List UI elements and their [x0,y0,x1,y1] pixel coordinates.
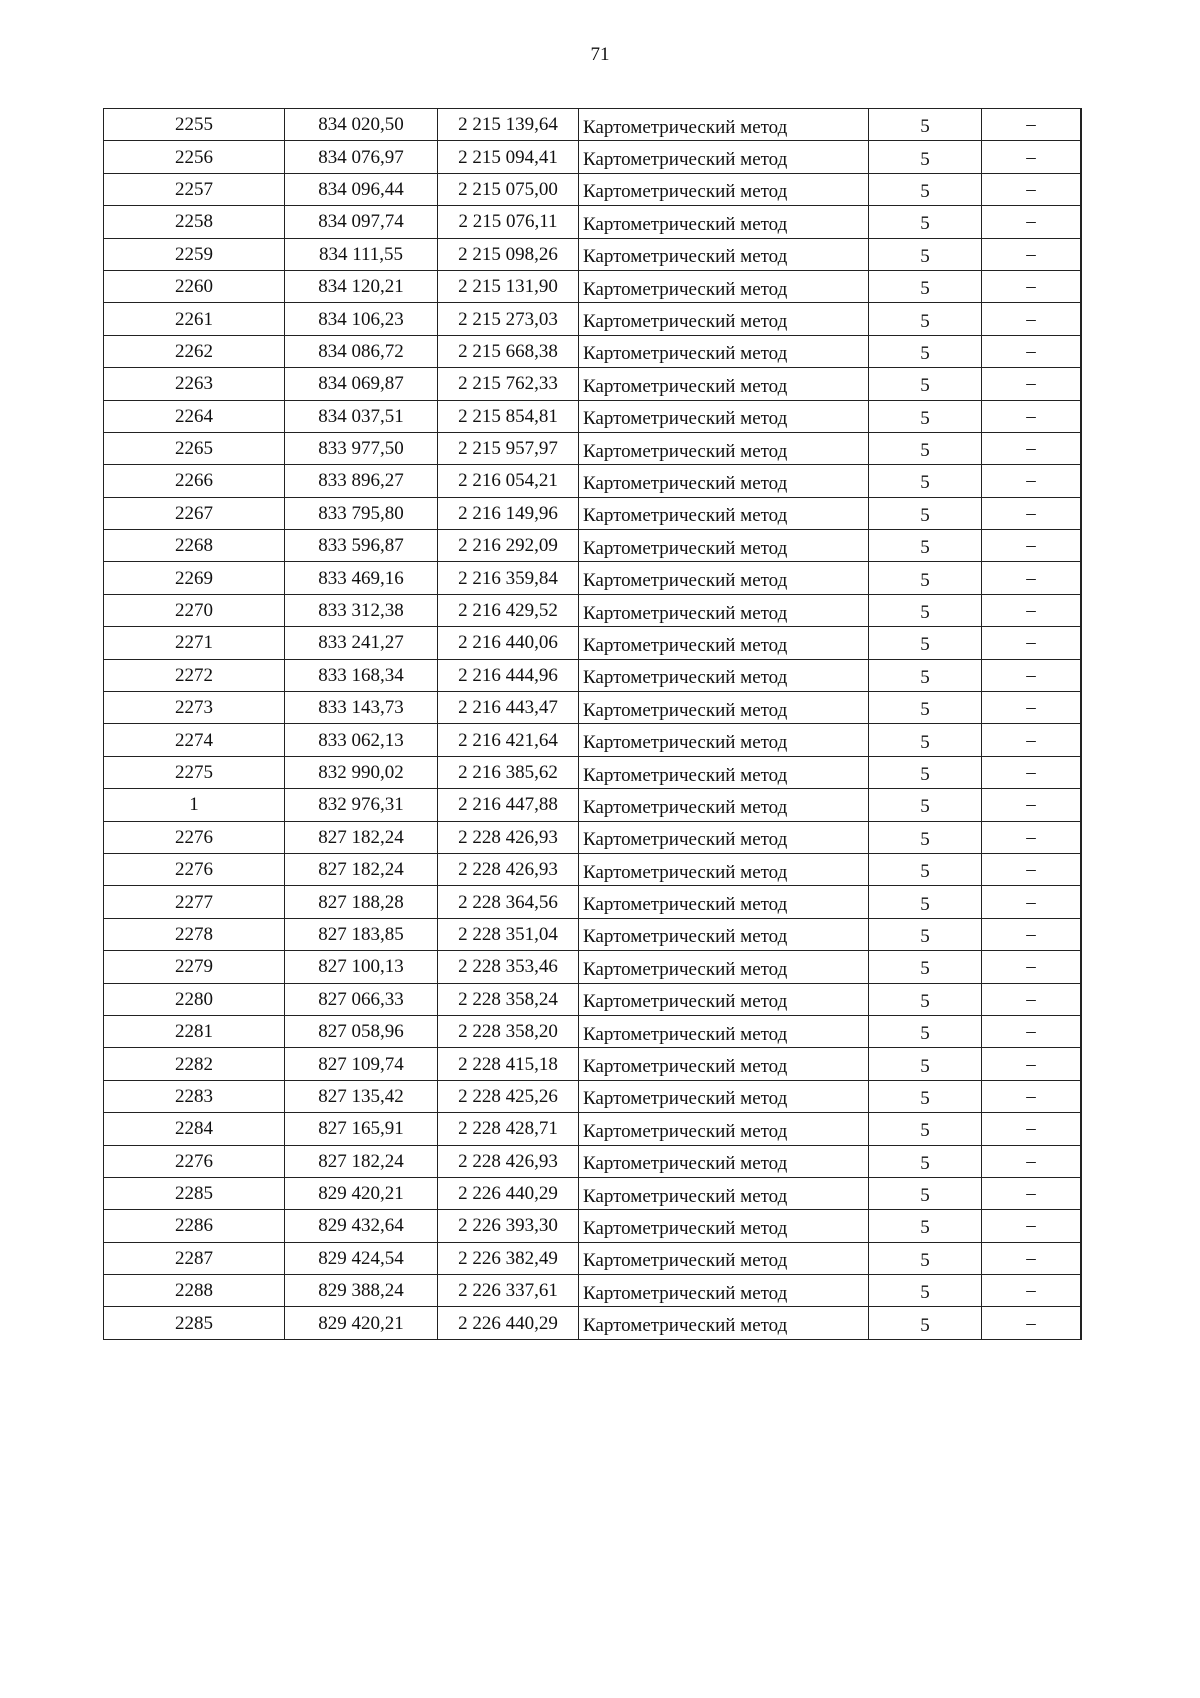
table-row [104,1177,1082,1209]
accuracy-cell: 5 [869,789,982,821]
method-cell: Картометрический метод [579,432,869,464]
accuracy-cell: 5 [869,659,982,691]
accuracy-cell: 5 [869,1080,982,1112]
description-cell: – [982,1307,1082,1339]
description-cell: – [982,432,1082,464]
description-cell: – [982,821,1082,853]
accuracy-cell: 5 [869,206,982,238]
table-row [104,918,1082,950]
table-row [104,1210,1082,1242]
table-row [104,1242,1082,1274]
accuracy-cell: 5 [869,1242,982,1274]
accuracy-cell: 5 [869,724,982,756]
y-coordinate-cell: 2 216 359,84 [438,562,579,594]
description-cell: – [982,497,1082,529]
y-coordinate-cell: 2 216 429,52 [438,594,579,626]
x-coordinate-cell: 827 182,24 [285,1145,438,1177]
method-cell: Картометрический метод [579,1210,869,1242]
method-cell: Картометрический метод [579,1177,869,1209]
accuracy-cell: 5 [869,1307,982,1339]
accuracy-cell: 5 [869,303,982,335]
accuracy-cell: 5 [869,238,982,270]
y-coordinate-cell: 2 216 149,96 [438,497,579,529]
method-cell: Картометрический метод [579,821,869,853]
table-row [104,530,1082,562]
description-cell: – [982,465,1082,497]
point-number-cell: 2257 [104,173,285,205]
x-coordinate-cell: 833 596,87 [285,530,438,562]
method-cell: Картометрический метод [579,109,869,141]
description-cell: – [982,1210,1082,1242]
table-row [104,951,1082,983]
x-coordinate-cell: 834 037,51 [285,400,438,432]
accuracy-cell: 5 [869,1113,982,1145]
point-number-cell: 2286 [104,1210,285,1242]
description-cell: – [982,853,1082,885]
point-number-cell: 2265 [104,432,285,464]
table-row [104,724,1082,756]
y-coordinate-cell: 2 228 364,56 [438,886,579,918]
x-coordinate-cell: 827 182,24 [285,821,438,853]
description-cell: – [982,238,1082,270]
accuracy-cell: 5 [869,270,982,302]
point-number-cell: 2263 [104,368,285,400]
table-row [104,497,1082,529]
table-row [104,238,1082,270]
accuracy-cell: 5 [869,530,982,562]
method-cell: Картометрический метод [579,951,869,983]
y-coordinate-cell: 2 228 425,26 [438,1080,579,1112]
x-coordinate-cell: 833 469,16 [285,562,438,594]
accuracy-cell: 5 [869,1177,982,1209]
table-row [104,141,1082,173]
description-cell: – [982,918,1082,950]
description-cell: – [982,303,1082,335]
point-number-cell: 2268 [104,530,285,562]
point-number-cell: 2276 [104,853,285,885]
point-number-cell: 2255 [104,109,285,141]
y-coordinate-cell: 2 215 762,33 [438,368,579,400]
y-coordinate-cell: 2 226 440,29 [438,1307,579,1339]
y-coordinate-cell: 2 228 353,46 [438,951,579,983]
y-coordinate-cell: 2 228 358,24 [438,983,579,1015]
y-coordinate-cell: 2 215 139,64 [438,109,579,141]
description-cell: – [982,1113,1082,1145]
description-cell: – [982,335,1082,367]
method-cell: Картометрический метод [579,756,869,788]
x-coordinate-cell: 833 312,38 [285,594,438,626]
y-coordinate-cell: 2 215 957,97 [438,432,579,464]
point-number-cell: 2256 [104,141,285,173]
method-cell: Картометрический метод [579,692,869,724]
method-cell: Картометрический метод [579,918,869,950]
table-row [104,756,1082,788]
table-row [104,400,1082,432]
x-coordinate-cell: 834 096,44 [285,173,438,205]
description-cell: – [982,1048,1082,1080]
accuracy-cell: 5 [869,853,982,885]
table-row [104,562,1082,594]
point-number-cell: 2288 [104,1275,285,1307]
y-coordinate-cell: 2 228 351,04 [438,918,579,950]
description-cell: – [982,368,1082,400]
x-coordinate-cell: 833 062,13 [285,724,438,756]
y-coordinate-cell: 2 215 075,00 [438,173,579,205]
y-coordinate-cell: 2 216 385,62 [438,756,579,788]
x-coordinate-cell: 827 165,91 [285,1113,438,1145]
x-coordinate-cell: 833 143,73 [285,692,438,724]
method-cell: Картометрический метод [579,368,869,400]
table-row [104,270,1082,302]
description-cell: – [982,1177,1082,1209]
accuracy-cell: 5 [869,594,982,626]
description-cell: – [982,659,1082,691]
y-coordinate-cell: 2 216 054,21 [438,465,579,497]
accuracy-cell: 5 [869,1015,982,1047]
point-number-cell: 2277 [104,886,285,918]
table-row [104,853,1082,885]
method-cell: Картометрический метод [579,206,869,238]
method-cell: Картометрический метод [579,1275,869,1307]
description-cell: – [982,270,1082,302]
point-number-cell: 2287 [104,1242,285,1274]
table-row [104,1048,1082,1080]
point-number-cell: 2285 [104,1177,285,1209]
method-cell: Картометрический метод [579,562,869,594]
x-coordinate-cell: 827 066,33 [285,983,438,1015]
y-coordinate-cell: 2 228 428,71 [438,1113,579,1145]
x-coordinate-cell: 833 795,80 [285,497,438,529]
accuracy-cell: 5 [869,1275,982,1307]
point-number-cell: 2274 [104,724,285,756]
y-coordinate-cell: 2 216 440,06 [438,627,579,659]
table-row [104,692,1082,724]
method-cell: Картометрический метод [579,270,869,302]
accuracy-cell: 5 [869,821,982,853]
accuracy-cell: 5 [869,886,982,918]
method-cell: Картометрический метод [579,1307,869,1339]
accuracy-cell: 5 [869,562,982,594]
point-number-cell: 2279 [104,951,285,983]
description-cell: – [982,141,1082,173]
description-cell: – [982,886,1082,918]
x-coordinate-cell: 827 109,74 [285,1048,438,1080]
method-cell: Картометрический метод [579,1242,869,1274]
x-coordinate-cell: 827 100,13 [285,951,438,983]
x-coordinate-cell: 834 076,97 [285,141,438,173]
table-row [104,594,1082,626]
point-number-cell: 2260 [104,270,285,302]
x-coordinate-cell: 827 183,85 [285,918,438,950]
x-coordinate-cell: 829 420,21 [285,1307,438,1339]
y-coordinate-cell: 2 228 415,18 [438,1048,579,1080]
y-coordinate-cell: 2 226 382,49 [438,1242,579,1274]
description-cell: – [982,594,1082,626]
description-cell: – [982,562,1082,594]
coordinates-table [103,108,1082,1340]
method-cell: Картометрический метод [579,141,869,173]
method-cell: Картометрический метод [579,853,869,885]
description-cell: – [982,109,1082,141]
x-coordinate-cell: 827 182,24 [285,853,438,885]
x-coordinate-cell: 833 896,27 [285,465,438,497]
table-row [104,465,1082,497]
point-number-cell: 2275 [104,756,285,788]
method-cell: Картометрический метод [579,238,869,270]
y-coordinate-cell: 2 215 668,38 [438,335,579,367]
description-cell: – [982,1145,1082,1177]
description-cell: – [982,530,1082,562]
accuracy-cell: 5 [869,335,982,367]
method-cell: Картометрический метод [579,983,869,1015]
y-coordinate-cell: 2 216 444,96 [438,659,579,691]
point-number-cell: 2269 [104,562,285,594]
x-coordinate-cell: 834 069,87 [285,368,438,400]
method-cell: Картометрический метод [579,335,869,367]
accuracy-cell: 5 [869,1145,982,1177]
point-number-cell: 2272 [104,659,285,691]
table-row [104,303,1082,335]
method-cell: Картометрический метод [579,1145,869,1177]
accuracy-cell: 5 [869,627,982,659]
table-row [104,368,1082,400]
table-row [104,1145,1082,1177]
method-cell: Картометрический метод [579,400,869,432]
description-cell: – [982,724,1082,756]
point-number-cell: 2278 [104,918,285,950]
point-number-cell: 2262 [104,335,285,367]
description-cell: – [982,627,1082,659]
x-coordinate-cell: 834 086,72 [285,335,438,367]
point-number-cell: 2264 [104,400,285,432]
description-cell: – [982,173,1082,205]
table-row [104,1113,1082,1145]
x-coordinate-cell: 834 111,55 [285,238,438,270]
point-number-cell: 2285 [104,1307,285,1339]
x-coordinate-cell: 832 976,31 [285,789,438,821]
method-cell: Картометрический метод [579,1080,869,1112]
description-cell: – [982,1080,1082,1112]
y-coordinate-cell: 2 216 443,47 [438,692,579,724]
y-coordinate-cell: 2 215 098,26 [438,238,579,270]
y-coordinate-cell: 2 226 337,61 [438,1275,579,1307]
table-row [104,1080,1082,1112]
accuracy-cell: 5 [869,400,982,432]
accuracy-cell: 5 [869,465,982,497]
point-number-cell: 2283 [104,1080,285,1112]
x-coordinate-cell: 827 188,28 [285,886,438,918]
description-cell: – [982,789,1082,821]
point-number-cell: 1 [104,789,285,821]
page-number: 71 [590,44,610,65]
table-row [104,1275,1082,1307]
accuracy-cell: 5 [869,1210,982,1242]
x-coordinate-cell: 833 241,27 [285,627,438,659]
description-cell: – [982,756,1082,788]
y-coordinate-cell: 2 226 393,30 [438,1210,579,1242]
point-number-cell: 2261 [104,303,285,335]
accuracy-cell: 5 [869,368,982,400]
method-cell: Картометрический метод [579,1113,869,1145]
accuracy-cell: 5 [869,756,982,788]
x-coordinate-cell: 829 420,21 [285,1177,438,1209]
x-coordinate-cell: 834 020,50 [285,109,438,141]
x-coordinate-cell: 834 106,23 [285,303,438,335]
accuracy-cell: 5 [869,109,982,141]
point-number-cell: 2276 [104,821,285,853]
x-coordinate-cell: 829 424,54 [285,1242,438,1274]
accuracy-cell: 5 [869,692,982,724]
point-number-cell: 2276 [104,1145,285,1177]
method-cell: Картометрический метод [579,1015,869,1047]
point-number-cell: 2273 [104,692,285,724]
table-row [104,659,1082,691]
method-cell: Картометрический метод [579,530,869,562]
y-coordinate-cell: 2 215 854,81 [438,400,579,432]
method-cell: Картометрический метод [579,173,869,205]
x-coordinate-cell: 827 058,96 [285,1015,438,1047]
accuracy-cell: 5 [869,983,982,1015]
y-coordinate-cell: 2 215 076,11 [438,206,579,238]
coordinates-table-body [104,109,1082,1340]
method-cell: Картометрический метод [579,659,869,691]
table-row [104,627,1082,659]
method-cell: Картометрический метод [579,724,869,756]
method-cell: Картометрический метод [579,627,869,659]
y-coordinate-cell: 2 216 421,64 [438,724,579,756]
accuracy-cell: 5 [869,497,982,529]
x-coordinate-cell: 829 388,24 [285,1275,438,1307]
method-cell: Картометрический метод [579,886,869,918]
y-coordinate-cell: 2 228 426,93 [438,1145,579,1177]
table-row [104,983,1082,1015]
point-number-cell: 2259 [104,238,285,270]
table-row [104,886,1082,918]
x-coordinate-cell: 834 097,74 [285,206,438,238]
table-row [104,206,1082,238]
point-number-cell: 2281 [104,1015,285,1047]
description-cell: – [982,1015,1082,1047]
table-row [104,821,1082,853]
method-cell: Картометрический метод [579,465,869,497]
y-coordinate-cell: 2 216 447,88 [438,789,579,821]
x-coordinate-cell: 834 120,21 [285,270,438,302]
accuracy-cell: 5 [869,1048,982,1080]
y-coordinate-cell: 2 228 358,20 [438,1015,579,1047]
accuracy-cell: 5 [869,173,982,205]
method-cell: Картометрический метод [579,303,869,335]
y-coordinate-cell: 2 215 131,90 [438,270,579,302]
y-coordinate-cell: 2 216 292,09 [438,530,579,562]
y-coordinate-cell: 2 226 440,29 [438,1177,579,1209]
y-coordinate-cell: 2 228 426,93 [438,853,579,885]
y-coordinate-cell: 2 215 273,03 [438,303,579,335]
x-coordinate-cell: 827 135,42 [285,1080,438,1112]
accuracy-cell: 5 [869,141,982,173]
point-number-cell: 2284 [104,1113,285,1145]
method-cell: Картометрический метод [579,594,869,626]
y-coordinate-cell: 2 228 426,93 [438,821,579,853]
description-cell: – [982,983,1082,1015]
point-number-cell: 2270 [104,594,285,626]
method-cell: Картометрический метод [579,497,869,529]
point-number-cell: 2280 [104,983,285,1015]
point-number-cell: 2258 [104,206,285,238]
x-coordinate-cell: 833 168,34 [285,659,438,691]
method-cell: Картометрический метод [579,789,869,821]
description-cell: – [982,951,1082,983]
table-row [104,173,1082,205]
point-number-cell: 2266 [104,465,285,497]
table-row [104,335,1082,367]
table-row [104,789,1082,821]
description-cell: – [982,1275,1082,1307]
x-coordinate-cell: 829 432,64 [285,1210,438,1242]
description-cell: – [982,1242,1082,1274]
description-cell: – [982,400,1082,432]
point-number-cell: 2282 [104,1048,285,1080]
accuracy-cell: 5 [869,951,982,983]
accuracy-cell: 5 [869,918,982,950]
table-row [104,1307,1082,1339]
point-number-cell: 2271 [104,627,285,659]
description-cell: – [982,206,1082,238]
table-row [104,432,1082,464]
description-cell: – [982,692,1082,724]
point-number-cell: 2267 [104,497,285,529]
y-coordinate-cell: 2 215 094,41 [438,141,579,173]
accuracy-cell: 5 [869,432,982,464]
table-row [104,1015,1082,1047]
x-coordinate-cell: 832 990,02 [285,756,438,788]
method-cell: Картометрический метод [579,1048,869,1080]
x-coordinate-cell: 833 977,50 [285,432,438,464]
table-row [104,109,1082,141]
